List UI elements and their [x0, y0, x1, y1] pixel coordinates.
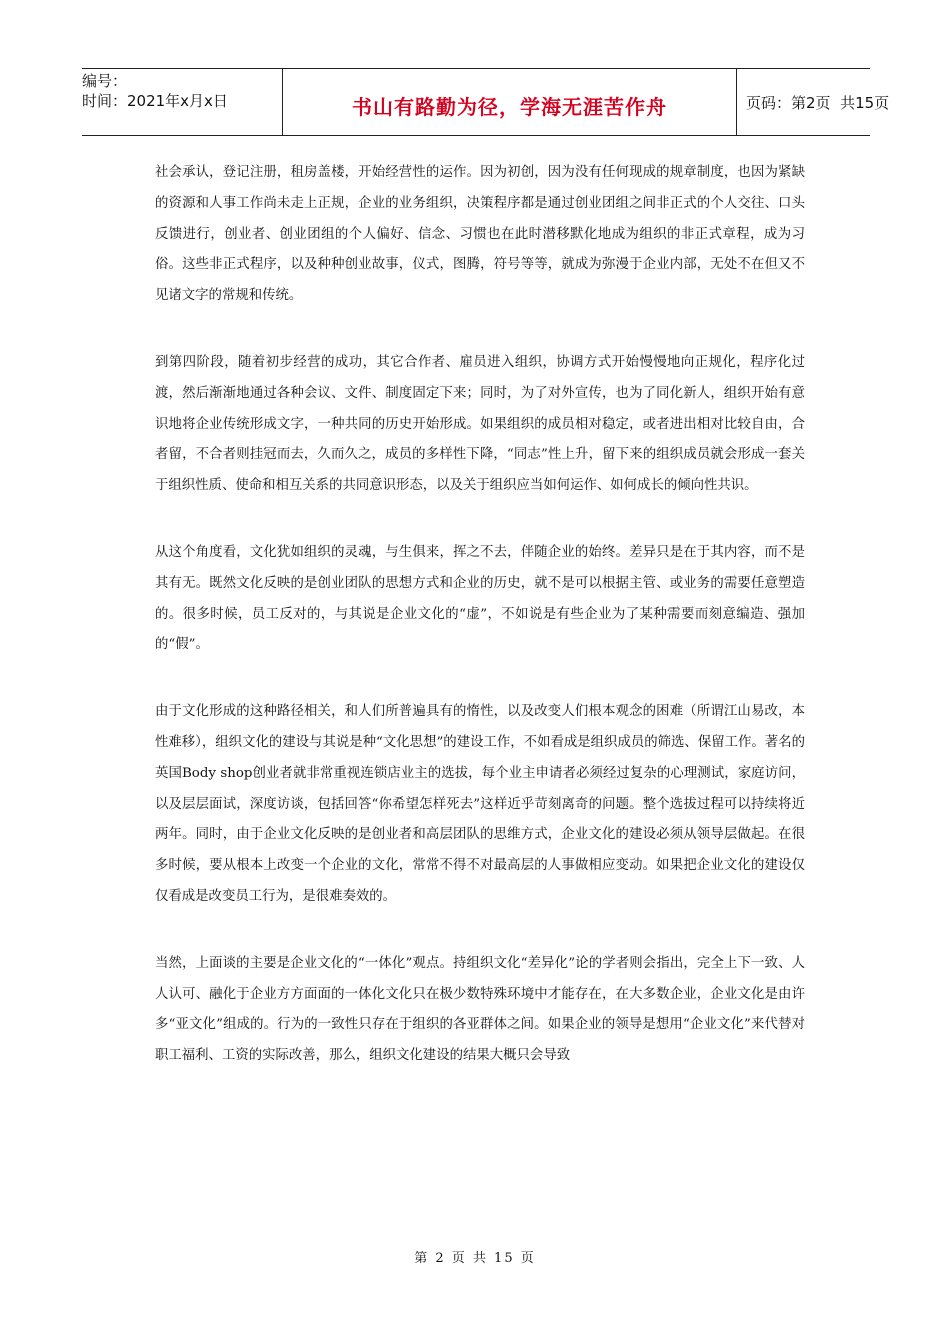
header-motto-cell	[282, 69, 737, 135]
body-paragraph: 由于文化形成的这种路径相关，和人们所普遍具有的惰性，以及改变人们根本观念的困难（所谓江山易改，本性难移），组织文化的建设与其说是种“文化思想”的建设工作，不如看成是组织成员的筛选、保留工作。著名的英国Body shop创业者就非常重视连锁店业主的选拔，每个业主申请者必须经过复杂的心理测试，家庭访问，以及层层面试，深度访谈，包括回答“你希望怎样死去”这样近乎苛刻离奇的问题。整个选拔过程可以持续将近两年。同时，由于企业文化反映的是创业者和高层团队的思维方式，企业文化的建设必须从领导层做起。在很多时候，要从根本上改变一个企业的文化，常常不得不对最高层的人事做相应变动。如果把企业文化的建设仅仅看成是改变员工行为，是很难奏效的。	[155, 704, 805, 904]
body-paragraph: 当然，上面谈的主要是企业文化的“一体化”观点。持组织文化“差异化”论的学者则会指出，完全上下一致、人人认可、融化于企业方方面面的一体化文化只在极少数特殊环境中才能存在，在大多数企业，企业文化是由许多“亚文化”组成的。行为的一致性只存在于组织的各亚群体之间。如果企业的领导是想用“企业文化”来代替对职工福利、工资的实际改善，那么，组织文化建设的结果大概只会导致	[155, 955, 805, 1064]
date-label: 时间：2021年x月x日	[82, 92, 228, 110]
body-paragraph: 到第四阶段，随着初步经营的成功，其它合作者、雇员进入组织，协调方式开始慢慢地向正规化，程序化过渡，然后渐渐地通过各种会议、文件、制度固定下来；同时，为了对外宣传，也为了同化新人，组织开始有意识地将企业传统形成文字，一种共同的历史开始形成。如果组织的成员相对稳定，或者进出相对比较自由，合者留，不合者则挂冠而去，久而久之，成员的多样性下降，“同志”性上升，留下来的组织成员就会形成一套关于组织性质、使命和相互关系的共同意识形态，以及关于组织应当如何运作、如何成长的倾向性共识。	[155, 354, 805, 494]
header-motto: 书山有路勤为径，学海无涯苦作舟	[352, 94, 667, 119]
header-page-cell	[737, 69, 890, 135]
document-body	[155, 158, 805, 1108]
header-page-label: 页码：第2页 共15页	[746, 93, 890, 112]
body-paragraph: 社会承认，登记注册，租房盖楼，开始经营性的运作。因为初创，因为没有任何现成的规章制度，也因为紧缺的资源和人事工作尚未走上正规，企业的业务组织，决策程序都是通过创业团组之间非正式的个人交往、口头反馈进行，创业者、创业团组的个人偏好、信念、习惯也在此时潜移默化地成为组织的非正式章程，成为习俗。这些非正式程序，以及种种创业故事，仪式，图腾，符号等等，就成为弥漫于企业内部，无处不在但又不见诸文字的常规和传统。	[155, 165, 805, 304]
body-paragraph: 从这个角度看，文化犹如组织的灵魂，与生俱来，挥之不去，伴随企业的始终。差异只是在于其内容，而不是其有无。既然文化反映的是创业团队的思想方式和企业的历史，就不是可以根据主管、或业务的需要任意塑造的。很多时候，员工反对的，与其说是企业文化的“虚”，不如说是有些企业为了某种需要而刻意编造、强加的“假”。	[155, 544, 805, 653]
header-info-cell	[82, 69, 282, 135]
page-footer-number: 第 2 页 共 15 页	[414, 1251, 536, 1266]
page-header	[82, 68, 890, 136]
serial-number-label: 编号：	[82, 72, 128, 90]
